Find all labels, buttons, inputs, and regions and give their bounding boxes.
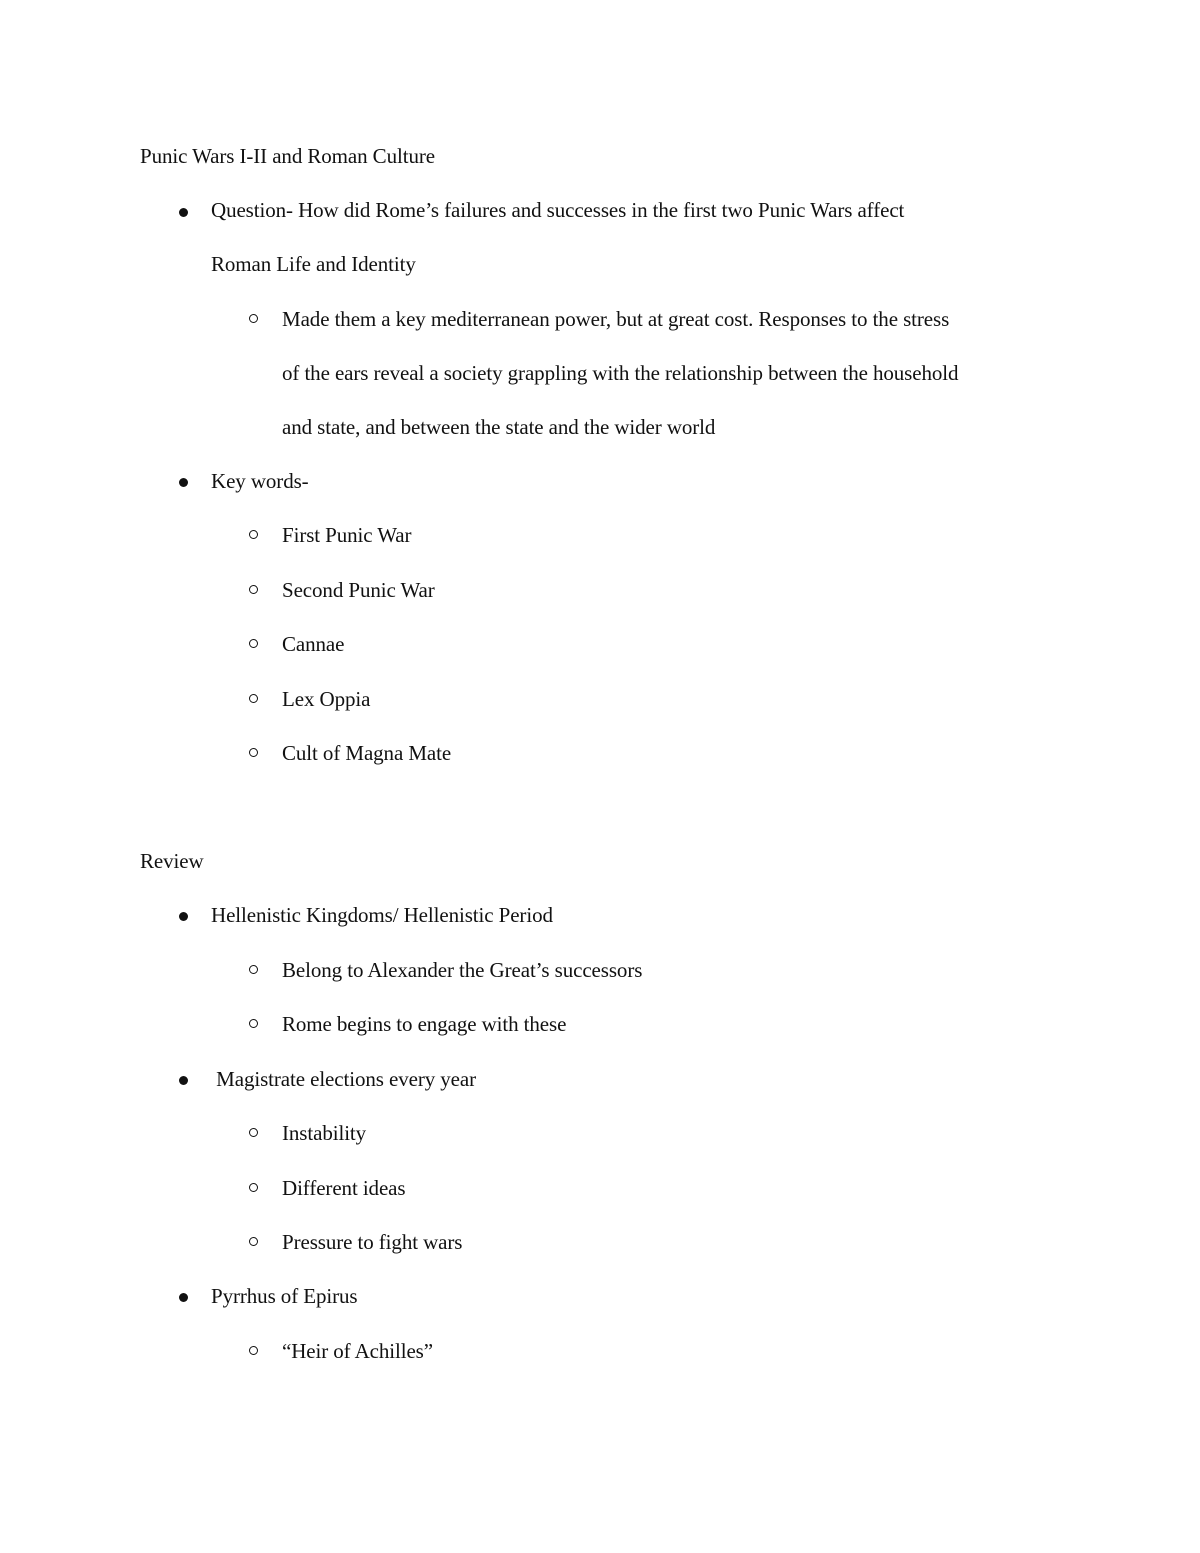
keyword-item: Cannae — [282, 632, 345, 656]
pyrrhus-label: Pyrrhus of Epirus — [211, 1284, 358, 1308]
bullet-disc-pyrrhus — [179, 1293, 188, 1302]
keyword-item: Lex Oppia — [282, 687, 371, 711]
question-line-2: Roman Life and Identity — [211, 252, 416, 276]
hellenistic-item: Rome begins to engage with these — [282, 1012, 567, 1036]
section-title-review: Review — [140, 849, 204, 873]
bullet-circle-keyword — [249, 748, 258, 757]
magistrate-item: Pressure to fight wars — [282, 1230, 463, 1254]
answer-line-2: of the ears reveal a society grappling with the relationship between the household — [282, 361, 959, 385]
hellenistic-item: Belong to Alexander the Great’s successors — [282, 958, 643, 982]
question-line-1: Question- How did Rome’s failures and successes in the first two Punic Wars affect — [211, 198, 905, 222]
bullet-circle-hellenistic — [249, 1019, 258, 1028]
bullet-circle-keyword — [249, 694, 258, 703]
bullet-disc-keywords — [179, 478, 188, 487]
bullet-circle-answer — [249, 314, 258, 323]
bullet-circle-keyword — [249, 530, 258, 539]
answer-line-1: Made them a key mediterranean power, but at great cost. Responses to the stress — [282, 307, 950, 331]
answer-line-3: and state, and between the state and the wider world — [282, 415, 716, 439]
bullet-circle-keyword — [249, 639, 258, 648]
bullet-circle-magistrate — [249, 1183, 258, 1192]
bullet-disc-magistrate — [179, 1076, 188, 1085]
pyrrhus-item: “Heir of Achilles” — [282, 1339, 433, 1363]
magistrate-item: Instability — [282, 1121, 367, 1145]
keywords-label: Key words- — [211, 469, 309, 493]
section-title-punic-wars: Punic Wars I-II and Roman Culture — [140, 144, 435, 168]
magistrate-label: Magistrate elections every year — [211, 1067, 477, 1091]
bullet-circle-keyword — [249, 585, 258, 594]
keyword-item: Cult of Magna Mate — [282, 741, 452, 765]
bullet-disc-hellenistic — [179, 912, 188, 921]
magistrate-item: Different ideas — [282, 1176, 406, 1200]
bullet-circle-magistrate — [249, 1128, 258, 1137]
bullet-disc-question — [179, 208, 188, 217]
hellenistic-label: Hellenistic Kingdoms/ Hellenistic Period — [211, 903, 553, 927]
keyword-item: Second Punic War — [282, 578, 435, 602]
keyword-item: First Punic War — [282, 523, 412, 547]
bullet-circle-pyrrhus — [249, 1346, 258, 1355]
bullet-circle-hellenistic — [249, 965, 258, 974]
bullet-circle-magistrate — [249, 1237, 258, 1246]
